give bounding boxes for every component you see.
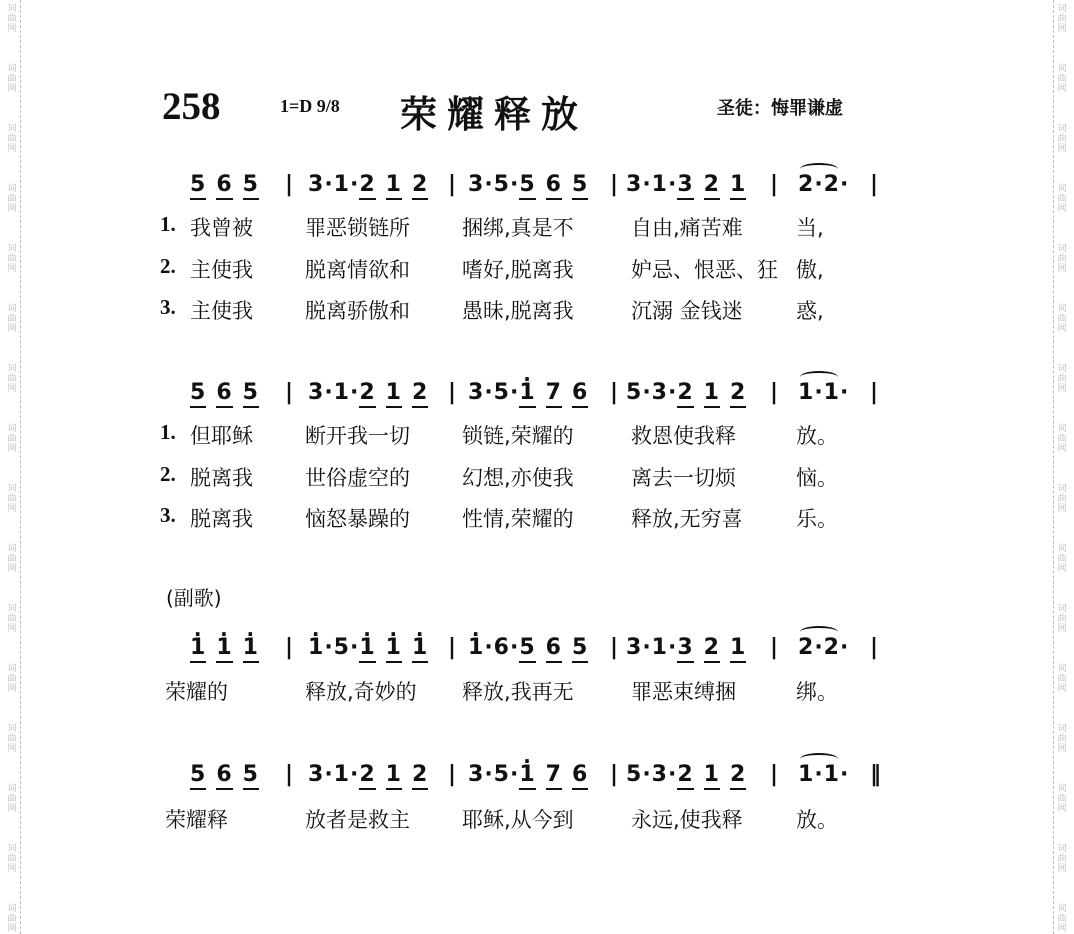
note-glyph: · xyxy=(814,762,824,787)
watermark-text: 词 曲 网 xyxy=(1057,304,1067,334)
lyric-segment: 乐。 xyxy=(796,507,838,531)
bar-line: | xyxy=(448,172,457,197)
verse-number: 1. xyxy=(160,212,176,236)
note-glyph: 5 xyxy=(243,380,259,408)
watermark-text: 词 曲 网 xyxy=(7,724,17,754)
note-glyph xyxy=(233,172,243,197)
music-line-3 xyxy=(160,635,900,671)
note-glyph: 6 xyxy=(572,380,588,408)
measure-4 xyxy=(626,635,746,671)
note-glyph: · xyxy=(509,380,520,405)
note-glyph: 2 xyxy=(677,380,693,408)
lyric-segment: 荣耀的 xyxy=(165,680,228,704)
key-signature: 1=D 9/8 xyxy=(280,96,340,116)
bar-line: | xyxy=(870,172,879,197)
note-glyph: 1 xyxy=(730,635,746,663)
lyric-line xyxy=(160,420,900,450)
lyric-segment: 幻想,亦使我 xyxy=(462,466,574,490)
note-glyph: 6 xyxy=(493,635,510,660)
note-glyph: 5 xyxy=(243,172,259,200)
watermark-text: 词 曲 网 xyxy=(7,544,17,574)
verse-number: 3. xyxy=(160,295,176,319)
watermark-text: 词 曲 网 xyxy=(1057,124,1067,154)
note-glyph xyxy=(694,172,704,197)
lyric-segment: 愚昧,脱离我 xyxy=(462,299,574,323)
lyric-segment: 罪恶束缚捆 xyxy=(631,680,736,704)
note-glyph xyxy=(376,635,386,660)
note-glyph: · xyxy=(642,635,652,660)
lyric-segment: 妒忌、恨恶、狂 xyxy=(631,258,778,282)
note-glyph: 1 xyxy=(386,380,402,408)
music-line-2 xyxy=(160,380,900,416)
note-glyph: · xyxy=(839,762,850,787)
note-glyph: · xyxy=(839,172,850,197)
watermark-text: 词 曲 网 xyxy=(7,784,17,814)
watermark-text: 词 曲 网 xyxy=(7,304,17,334)
bar-line: | xyxy=(870,635,879,660)
note-glyph: 1 xyxy=(333,762,350,787)
bar-line: | xyxy=(610,172,619,197)
note-glyph: · 1 xyxy=(519,380,535,408)
measure-3 xyxy=(468,172,588,208)
bar-line: | xyxy=(610,762,619,787)
bar-line: | xyxy=(770,172,779,197)
watermark-text: 词 曲 网 xyxy=(1057,184,1067,214)
note-glyph: · xyxy=(484,172,494,197)
measure-1 xyxy=(190,172,259,208)
watermark-text: 词 曲 网 xyxy=(1057,904,1067,934)
note-glyph: · xyxy=(839,635,850,660)
note-glyph: · 1 xyxy=(308,635,324,660)
note-glyph xyxy=(562,635,572,660)
lyric-segment: 恼。 xyxy=(796,466,838,490)
watermark-text: 词 曲 网 xyxy=(1057,4,1067,34)
note-glyph: 7 xyxy=(546,762,562,790)
note-glyph: · xyxy=(814,172,824,197)
lyric-segment: 释放,我再无 xyxy=(462,680,574,704)
note-glyph: 2 xyxy=(677,762,693,790)
tie-arc xyxy=(800,371,838,383)
note-glyph: 1 xyxy=(798,762,815,787)
measure-1 xyxy=(190,635,259,671)
note-glyph: 5 xyxy=(190,172,206,200)
note-glyph xyxy=(233,762,243,787)
watermark-text: 词 曲 网 xyxy=(1057,64,1067,94)
note-glyph: · xyxy=(839,380,850,405)
note-glyph: 2 xyxy=(798,172,815,197)
watermark-text: 词 曲 网 xyxy=(1057,484,1067,514)
lyric-segment: 但耶稣 xyxy=(190,424,253,448)
note-glyph: 6 xyxy=(216,380,232,408)
note-glyph: · xyxy=(667,635,678,660)
note-glyph xyxy=(536,380,546,405)
note-glyph xyxy=(376,380,386,405)
bar-line: | xyxy=(285,762,294,787)
note-glyph: · xyxy=(484,635,494,660)
note-glyph: 2 xyxy=(798,635,815,660)
note-glyph: 3 xyxy=(677,172,693,200)
lyric-segment: 绑。 xyxy=(796,680,838,704)
note-glyph xyxy=(720,172,730,197)
lyric-segment: 放者是救主 xyxy=(305,808,410,832)
note-glyph: 6 xyxy=(546,172,562,200)
note-glyph: 3 xyxy=(468,762,485,787)
note-glyph: 5 xyxy=(333,635,350,660)
watermark-text: 词 曲 网 xyxy=(1057,664,1067,694)
lyric-segment: 脱离我 xyxy=(190,466,253,490)
lyric-segment: 沉溺 金钱迷 xyxy=(631,299,743,323)
note-glyph: · xyxy=(509,172,520,197)
note-glyph: · xyxy=(484,762,494,787)
music-line-4 xyxy=(160,762,900,798)
note-glyph: · xyxy=(667,380,678,405)
note-glyph: 2 xyxy=(412,380,428,408)
note-glyph: 6 xyxy=(216,172,232,200)
tie-arc xyxy=(800,163,838,175)
note-glyph: 5 xyxy=(243,762,259,790)
note-glyph xyxy=(694,635,704,660)
watermark-text: 词 曲 网 xyxy=(7,424,17,454)
lyric-segment: 永远,使我释 xyxy=(631,808,743,832)
tie-arc xyxy=(800,626,838,638)
watermark-text: 词 曲 网 xyxy=(7,604,17,634)
verse-number: 2. xyxy=(160,254,176,278)
watermark-text: 词 曲 网 xyxy=(7,844,17,874)
note-glyph xyxy=(233,380,243,405)
note-glyph: · xyxy=(642,172,652,197)
note-glyph: 3 xyxy=(626,635,643,660)
note-glyph: · xyxy=(324,635,334,660)
watermark-text: 词 曲 网 xyxy=(1057,364,1067,394)
watermark-text: 词 曲 网 xyxy=(1057,424,1067,454)
note-glyph xyxy=(206,635,216,660)
verse-number: 2. xyxy=(160,462,176,486)
lyric-segment: 释放,奇妙的 xyxy=(305,680,417,704)
watermark-text: 词 曲 网 xyxy=(7,664,17,694)
note-glyph: 1 xyxy=(651,172,668,197)
note-glyph: · 1 xyxy=(468,635,484,660)
bar-line: | xyxy=(770,380,779,405)
note-glyph: 1 xyxy=(386,172,402,200)
music-line-1 xyxy=(160,172,900,208)
lyric-segment: 傲, xyxy=(796,258,824,282)
note-glyph: 5 xyxy=(493,380,510,405)
note-glyph: 1 xyxy=(333,172,350,197)
lyric-line xyxy=(160,212,900,242)
note-glyph: 5 xyxy=(190,762,206,790)
note-glyph xyxy=(694,380,704,405)
note-glyph xyxy=(206,762,216,787)
watermark-text: 词 曲 网 xyxy=(1057,724,1067,754)
note-glyph: · xyxy=(509,762,520,787)
note-glyph: · xyxy=(667,762,678,787)
note-glyph xyxy=(376,762,386,787)
note-glyph: · xyxy=(814,635,824,660)
note-glyph: · xyxy=(324,762,334,787)
bar-line: | xyxy=(870,380,879,405)
lyric-segment: 荣耀释 xyxy=(165,808,228,832)
note-glyph: · xyxy=(667,172,678,197)
watermark-text: 词 曲 网 xyxy=(7,124,17,154)
lyric-segment: 释放,无穷喜 xyxy=(631,507,743,531)
note-glyph: 6 xyxy=(216,762,232,790)
bar-line: | xyxy=(285,380,294,405)
note-glyph: 3 xyxy=(468,172,485,197)
lyric-line xyxy=(160,676,900,706)
lyric-segment: 捆绑,真是不 xyxy=(462,216,574,240)
verse-number: 1. xyxy=(160,420,176,444)
lyric-segment: 主使我 xyxy=(190,258,253,282)
watermark-text: 词 曲 网 xyxy=(7,184,17,214)
measure-3 xyxy=(468,380,588,416)
note-glyph xyxy=(720,762,730,787)
note-glyph: · xyxy=(814,380,824,405)
measure-1 xyxy=(190,762,259,798)
note-glyph: 1 xyxy=(651,635,668,660)
watermark-text: 词 曲 网 xyxy=(7,4,17,34)
note-glyph: · xyxy=(349,172,360,197)
lyric-segment: 耶稣,从今到 xyxy=(462,808,574,832)
note-glyph: 5 xyxy=(572,635,588,663)
measure-5 xyxy=(798,762,849,798)
note-glyph xyxy=(206,172,216,197)
measure-1 xyxy=(190,380,259,416)
measure-2 xyxy=(308,762,428,798)
chorus-label: (副歌) xyxy=(166,586,222,610)
note-glyph: 2 xyxy=(730,380,746,408)
note-glyph: · xyxy=(509,635,520,660)
lyric-line xyxy=(160,295,900,325)
note-glyph: 3 xyxy=(651,762,668,787)
note-glyph: · 1 xyxy=(412,635,428,663)
note-glyph: 1 xyxy=(823,380,840,405)
note-glyph: · xyxy=(642,380,652,405)
note-glyph: · xyxy=(642,762,652,787)
measure-2 xyxy=(308,635,428,671)
lyric-segment: 脱离骄傲和 xyxy=(305,299,410,323)
measure-5 xyxy=(798,635,849,671)
note-glyph: · xyxy=(324,380,334,405)
song-header xyxy=(162,84,902,134)
watermark-text: 词 曲 网 xyxy=(7,364,17,394)
note-glyph: · 1 xyxy=(359,635,375,663)
note-glyph: 5 xyxy=(493,762,510,787)
note-glyph: 2 xyxy=(412,172,428,200)
lyric-segment: 自由,痛苦难 xyxy=(631,216,743,240)
note-glyph: 2 xyxy=(359,762,375,790)
right-watermark-strip xyxy=(1053,0,1070,934)
watermark-text: 词 曲 网 xyxy=(7,244,17,274)
note-glyph: 3 xyxy=(308,762,325,787)
bar-line: | xyxy=(285,635,294,660)
bar-line: | xyxy=(610,635,619,660)
note-glyph: · xyxy=(484,380,494,405)
lyric-segment: 恼怒暴躁的 xyxy=(305,507,410,531)
measure-2 xyxy=(308,380,428,416)
note-glyph: · 1 xyxy=(216,635,232,663)
note-glyph xyxy=(562,172,572,197)
lyric-line xyxy=(160,503,900,533)
lyric-segment: 主使我 xyxy=(190,299,253,323)
note-glyph xyxy=(536,172,546,197)
measure-4 xyxy=(626,380,746,416)
lyric-segment: 嗜好,脱离我 xyxy=(462,258,574,282)
note-glyph xyxy=(720,635,730,660)
note-glyph xyxy=(376,172,386,197)
measure-4 xyxy=(626,172,746,208)
watermark-text: 词 曲 网 xyxy=(7,64,17,94)
lyric-segment: 离去一切烦 xyxy=(631,466,736,490)
note-glyph: 2 xyxy=(412,762,428,790)
note-glyph: 1 xyxy=(386,762,402,790)
watermark-text: 词 曲 网 xyxy=(1057,604,1067,634)
note-glyph: 2 xyxy=(704,635,720,663)
note-glyph: 1 xyxy=(798,380,815,405)
note-glyph: · 1 xyxy=(386,635,402,663)
note-glyph: 1 xyxy=(730,172,746,200)
note-glyph: 6 xyxy=(572,762,588,790)
note-glyph xyxy=(402,635,412,660)
note-glyph: 6 xyxy=(546,635,562,663)
note-glyph: 5 xyxy=(493,172,510,197)
measure-2 xyxy=(308,172,428,208)
lyric-segment: 救恩使我释 xyxy=(631,424,736,448)
lyric-segment: 我曾被 xyxy=(190,216,253,240)
lyric-segment: 世俗虚空的 xyxy=(305,466,410,490)
note-glyph: 2 xyxy=(730,762,746,790)
lyric-segment: 性情,荣耀的 xyxy=(462,507,574,531)
note-glyph: 5 xyxy=(190,380,206,408)
note-glyph: · xyxy=(349,380,360,405)
note-glyph xyxy=(694,762,704,787)
note-glyph: 1 xyxy=(823,762,840,787)
note-glyph: 3 xyxy=(677,635,693,663)
note-glyph xyxy=(536,635,546,660)
note-glyph: · xyxy=(324,172,334,197)
song-credit: 圣徒：悔罪谦虚 xyxy=(717,98,843,119)
lyric-line xyxy=(160,462,900,492)
bar-line: | xyxy=(770,762,779,787)
watermark-text: 词 曲 网 xyxy=(1057,544,1067,574)
watermark-text: 词 曲 网 xyxy=(7,904,17,934)
note-glyph: 5 xyxy=(626,762,643,787)
watermark-text: 词 曲 网 xyxy=(1057,244,1067,274)
lyric-segment: 锁链,荣耀的 xyxy=(462,424,574,448)
measure-3 xyxy=(468,635,588,671)
tie-arc xyxy=(800,753,838,765)
measure-3 xyxy=(468,762,588,798)
lyric-segment: 罪恶锁链所 xyxy=(305,216,410,240)
note-glyph: 3 xyxy=(651,380,668,405)
note-glyph: 3 xyxy=(468,380,485,405)
bar-line: ‖ xyxy=(870,762,881,787)
bar-line: | xyxy=(285,172,294,197)
watermark-text: 词 曲 网 xyxy=(1057,784,1067,814)
note-glyph xyxy=(720,380,730,405)
lyric-segment: 断开我一切 xyxy=(305,424,410,448)
note-glyph xyxy=(562,762,572,787)
lyric-segment: 脱离我 xyxy=(190,507,253,531)
watermark-text: 词 曲 网 xyxy=(7,484,17,514)
note-glyph: 2 xyxy=(359,380,375,408)
note-glyph: 2 xyxy=(823,172,840,197)
note-glyph xyxy=(402,762,412,787)
note-glyph xyxy=(536,762,546,787)
note-glyph xyxy=(562,380,572,405)
lyric-line xyxy=(160,804,900,834)
note-glyph xyxy=(402,380,412,405)
lyric-line xyxy=(160,254,900,284)
note-glyph: · xyxy=(349,635,360,660)
note-glyph: 7 xyxy=(546,380,562,408)
note-glyph: 3 xyxy=(626,172,643,197)
bar-line: | xyxy=(610,380,619,405)
song-title: 荣耀释放 xyxy=(400,93,588,136)
note-glyph: 2 xyxy=(823,635,840,660)
note-glyph: 5 xyxy=(519,635,535,663)
bar-line: | xyxy=(448,380,457,405)
bar-line: | xyxy=(448,762,457,787)
note-glyph: · 1 xyxy=(243,635,259,663)
note-glyph: 5 xyxy=(519,172,535,200)
note-glyph: 3 xyxy=(308,380,325,405)
note-glyph: 1 xyxy=(333,380,350,405)
watermark-text: 词 曲 网 xyxy=(1057,844,1067,874)
note-glyph xyxy=(402,172,412,197)
song-number: 258 xyxy=(162,85,221,128)
note-glyph: · xyxy=(349,762,360,787)
note-glyph xyxy=(206,380,216,405)
note-glyph xyxy=(233,635,243,660)
left-watermark-strip xyxy=(4,0,21,934)
lyric-segment: 脱离情欲和 xyxy=(305,258,410,282)
lyric-segment: 当, xyxy=(796,216,824,240)
lyric-segment: 放。 xyxy=(796,424,838,448)
note-glyph: · 1 xyxy=(190,635,206,663)
measure-5 xyxy=(798,380,849,416)
verse-number: 3. xyxy=(160,503,176,527)
measure-4 xyxy=(626,762,746,798)
lyric-segment: 放。 xyxy=(796,808,838,832)
note-glyph: · 1 xyxy=(519,762,535,790)
measure-5 xyxy=(798,172,849,208)
note-glyph: 5 xyxy=(572,172,588,200)
lyric-segment: 惑, xyxy=(796,299,824,323)
note-glyph: 2 xyxy=(359,172,375,200)
bar-line: | xyxy=(448,635,457,660)
note-glyph: 1 xyxy=(704,762,720,790)
note-glyph: 2 xyxy=(704,172,720,200)
bar-line: | xyxy=(770,635,779,660)
note-glyph: 3 xyxy=(308,172,325,197)
note-glyph: 1 xyxy=(704,380,720,408)
note-glyph: 5 xyxy=(626,380,643,405)
